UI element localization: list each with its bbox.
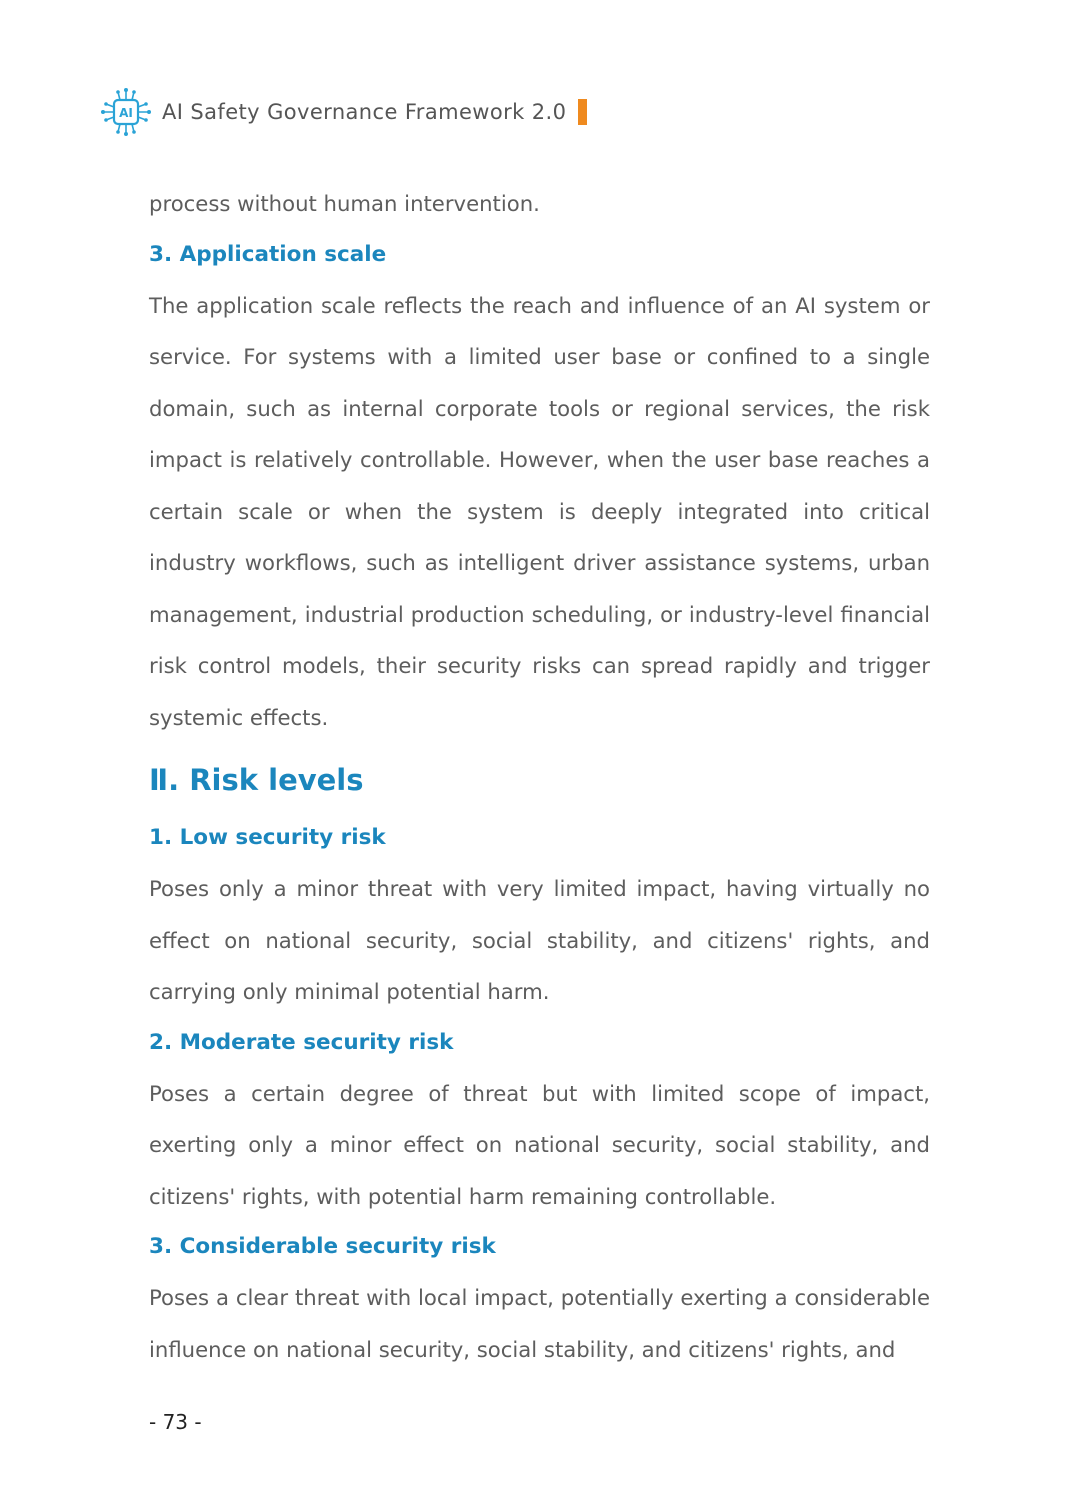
low-risk-heading: 1. Low security risk: [149, 825, 386, 850]
moderate-risk-paragraph: Poses a certain degree of threat but with limited scope of impact, exerting only a minor effect on national security, social stability, and citizens' rights, with potential harm remaining controllable.: [149, 1080, 930, 1209]
page-number: - 73 -: [149, 1410, 202, 1434]
page-content: [149, 178, 930, 1375]
considerable-risk-heading: 3. Considerable security risk: [149, 1234, 496, 1259]
logo-text: AI: [119, 106, 133, 120]
application-scale-paragraph: The application scale reflects the reach and influence of an AI system or service. For systems with a limited user base or confined to a single domain, such as internal corporate tools or regional services, the risk impact is relatively controllable. However, when the user base reaches a certain scale or when the system is deeply integrated into critical industry workflows, such as intelligent driver assistance systems, urban management, industrial production scheduling, or industry-level financial risk control models, their security risks can spread rapidly and trigger systemic effects.: [149, 292, 930, 730]
considerable-risk-paragraph: Poses a clear threat with local impact, potentially exerting a considerable influence on national security, social stability, and citizens' rights, and: [149, 1285, 930, 1362]
moderate-risk-heading: 2. Moderate security risk: [149, 1029, 454, 1055]
low-risk-paragraph: Poses only a minor threat with very limited impact, having virtually no effect on national security, social stability, and citizens' rights, and carrying only minimal potential harm.: [149, 876, 930, 1004]
page-header: [100, 82, 587, 142]
application-scale-heading: 3. Application scale: [149, 241, 387, 267]
header-accent-bar: [578, 99, 587, 125]
header-title: AI Safety Governance Framework 2.0: [162, 100, 567, 124]
ai-chip-logo-icon: [100, 86, 152, 138]
risk-levels-heading: Ⅱ. Risk levels: [149, 763, 364, 797]
continuation-paragraph: process without human intervention.: [149, 191, 540, 216]
